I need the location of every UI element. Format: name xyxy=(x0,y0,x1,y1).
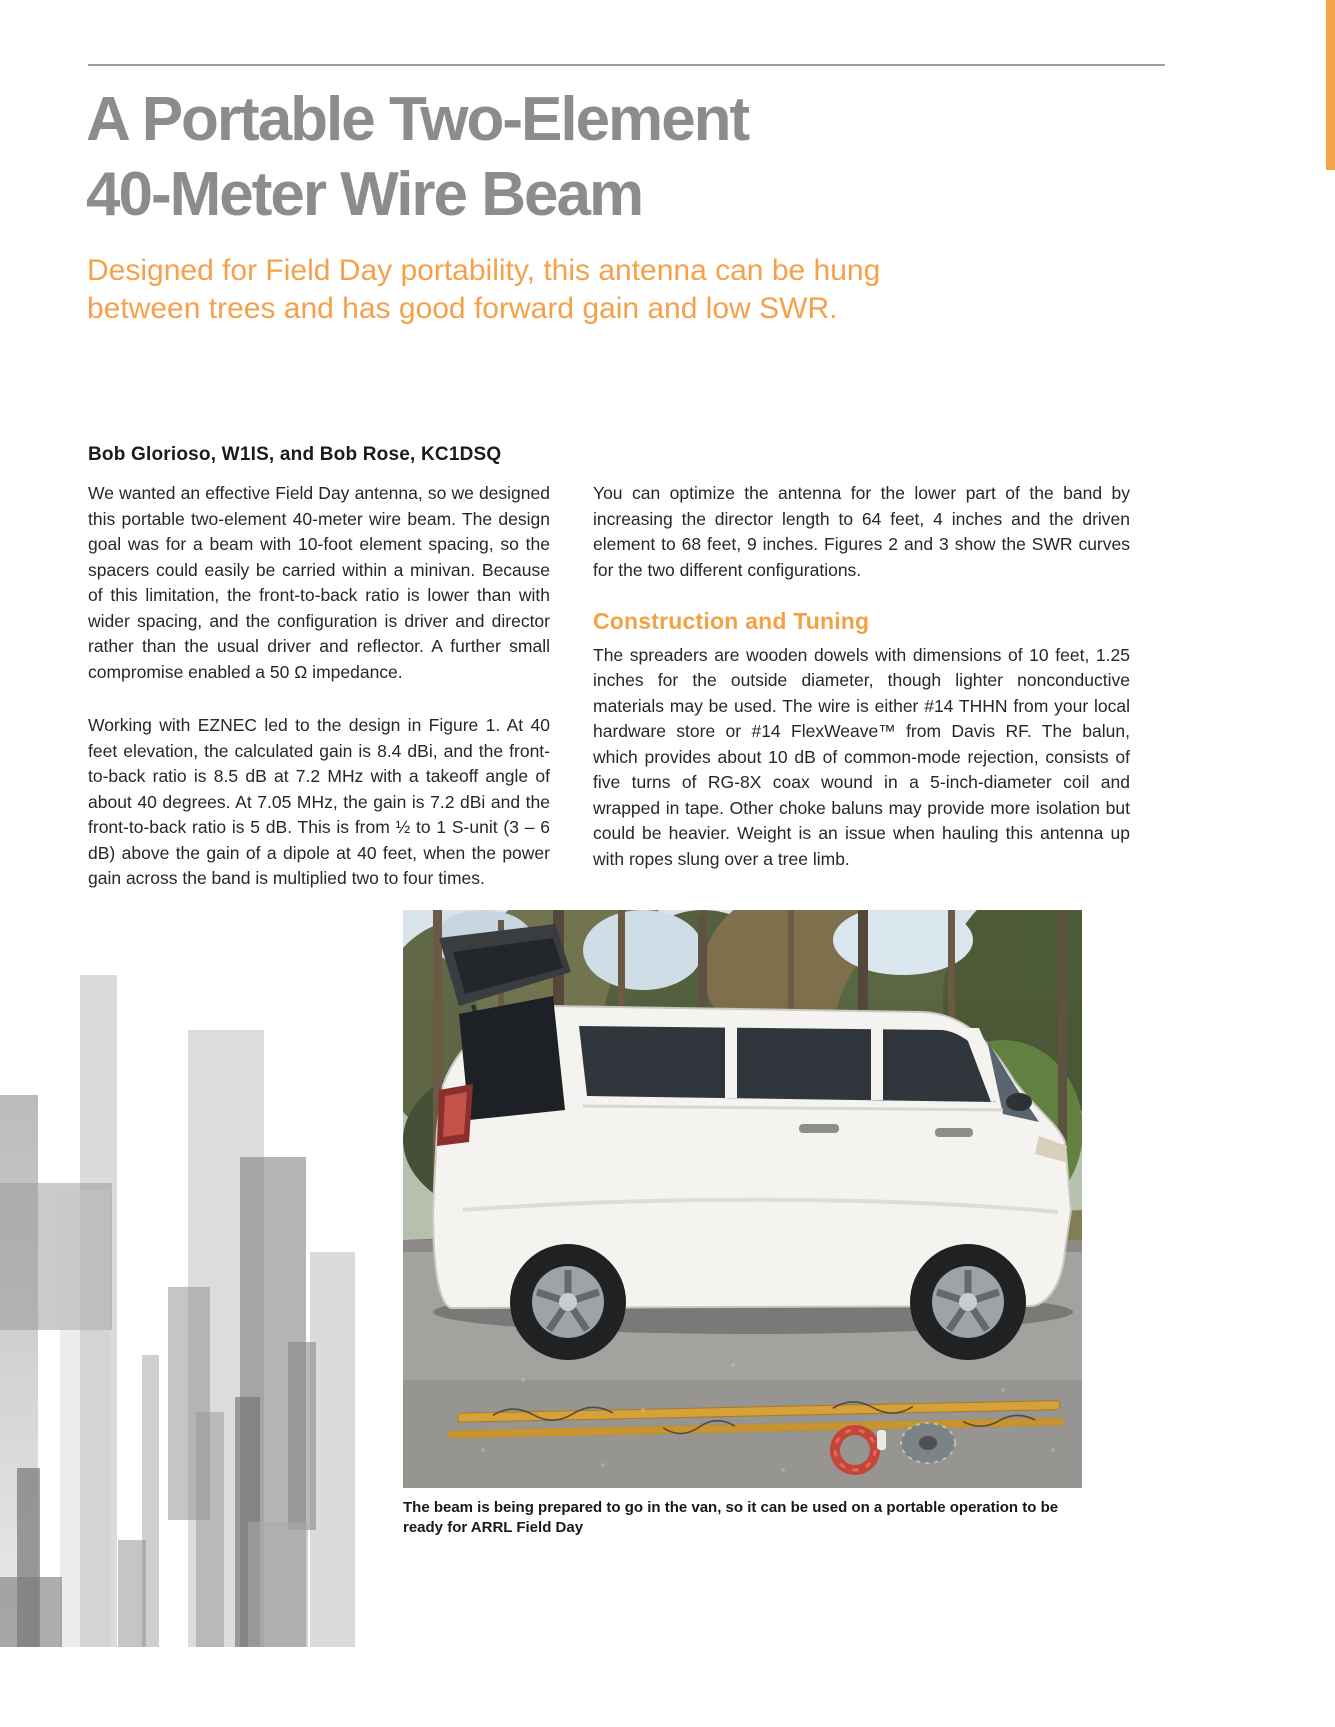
paragraph: You can optimize the antenna for the lower part of the band by increasing the director length to 64 feet, 4 inches and the driven element to 68 feet, 9 inches. Figures 2 and 3 show the SWR curves for the two different configurations. xyxy=(593,483,1130,580)
body-column-right xyxy=(593,481,1130,872)
deco-bar xyxy=(0,1183,112,1330)
paragraph: We wanted an effective Field Day antenna, so we designed this portable two-element 40-meter wire beam. The design goal was for a beam with 10-foot element spacing, so the spacers could easily be carried within a minivan. Because of this limitation, the front-to-back ratio is lower than with wider spacing, and the configuration is driver and director rather than the usual driver and reflector. A further small compromise enabled a 50 Ω impedance. xyxy=(88,483,550,682)
deco-bar xyxy=(118,1540,146,1647)
deco-bar xyxy=(196,1412,224,1647)
page-edge-tab xyxy=(1326,0,1335,170)
deco-bar xyxy=(168,1287,210,1520)
article-subtitle: Designed for Field Day portability, this antenna can be hung between trees and has good forward gain and low SWR. xyxy=(87,254,881,325)
top-rule xyxy=(88,64,1165,66)
article-byline: Bob Glorioso, W1IS, and Bob Rose, KC1DSQ xyxy=(88,444,502,465)
deco-bar xyxy=(235,1397,260,1647)
deco-bar xyxy=(0,1095,38,1647)
photo-caption: The beam is being prepared to go in the van, so it can be used on a portable operation to be ready for ARRL Field Day xyxy=(403,1499,1059,1536)
paragraph: The spreaders are wooden dowels with dimensions of 10 feet, 1.25 inches for the outside diameter, though lighter nonconductive materials may be used. The wire is either #14 THHN from your local hardware store or #14 FlexWeave™ from Davis RF. The balun, which provides about 10 dB of common-mode rejection, consists of five turns of RG-8X coax wound in a 5-inch-diameter coil and wrapped in tape. Other choke baluns may provide more isolation but could be heavier. Weight is an issue when hauling this antenna up with ropes slung over a tree limb. xyxy=(593,644,1130,869)
article-photo xyxy=(403,910,1082,1488)
minivan-photo-illustration xyxy=(403,910,1082,1488)
deco-bar xyxy=(240,1157,306,1647)
deco-bar xyxy=(17,1468,40,1647)
deco-bar xyxy=(80,975,117,1647)
article-title xyxy=(86,82,1086,232)
article-title-line1: A Portable Two-Element xyxy=(86,85,749,154)
deco-bar xyxy=(288,1342,316,1530)
deco-bar xyxy=(188,1030,264,1647)
deco-bar xyxy=(248,1522,308,1647)
deco-bar xyxy=(310,1252,355,1647)
deco-bar xyxy=(0,1577,62,1647)
paragraph: Working with EZNEC led to the design in Figure 1. At 40 feet elevation, the calculated gain is 8.4 dBi, and the front-to-back ratio is 8.5 dB at 7.2 MHz with a takeoff angle of about 40 degrees. At 7.05 MHz, the gain is 7.2 dBi and the front-to-back ratio is 5 dB. This is from ½ to 1 S-unit (3 – 6 dB) above the gain of a dipole at 40 feet, when the power gain across the band is multiplied two to four times. xyxy=(88,715,550,888)
section-heading-construction-and-tuning: Construction and Tuning xyxy=(593,608,870,634)
deco-bar xyxy=(142,1355,159,1647)
deco-bar xyxy=(60,1190,110,1647)
article-title-line2: 40-Meter Wire Beam xyxy=(86,160,643,229)
body-column-left xyxy=(88,481,550,892)
